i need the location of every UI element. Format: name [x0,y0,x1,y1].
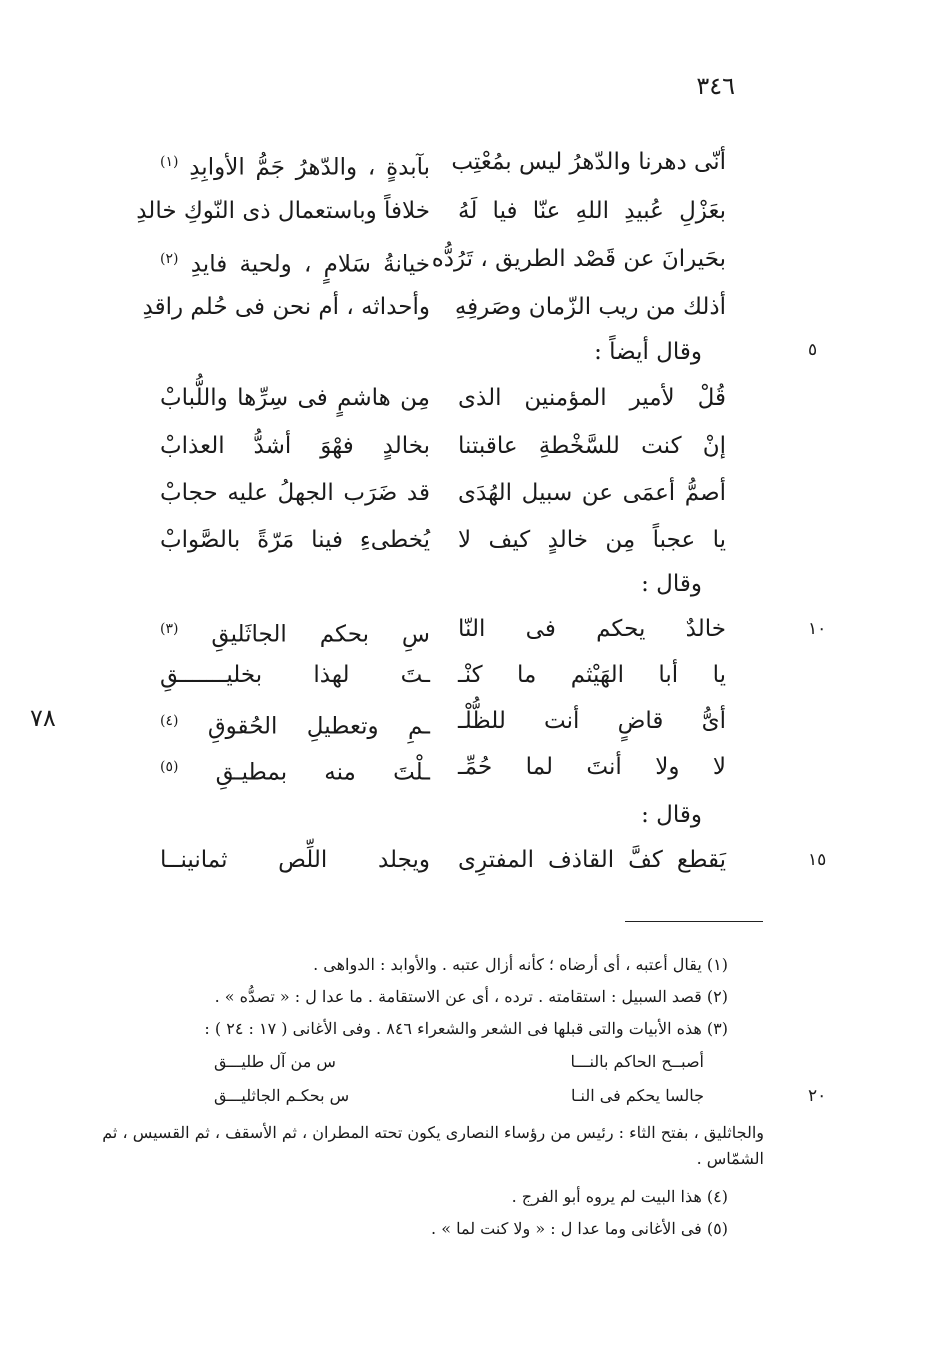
footnote-verse-second: س من آل طليـــق [214,1052,336,1071]
verse-text: سِ بحكم الجاثَليقِ [211,621,430,648]
verse-text: ـمِ وتعطيلِ الحُقوقِ [207,713,431,740]
footnote-marker: (٤) [160,713,179,729]
verse-first-hemistich: أذلك من ريب الزّمان وصَرفِهِ [454,294,726,320]
verse-line [160,699,726,749]
line-number: ٢٠ [808,1086,827,1105]
verse-text: بآبدةٍ ، والدّهرُ جَمُّ الأوابِدِ [189,154,430,181]
verse-first-hemistich: بحَيرانَ عن قَصْد الطريق ، تَرُدُّه [431,246,726,272]
footnote-separator [625,921,763,922]
footnote-3-continuation: والجاثليق ، بفتح الثاء : رئيس من رؤساء النصارى يكون تحته المطران ، ثم الأسقف ، ثم القسيس ، ثم الشمّاس . [102,1123,764,1168]
verse-second-hemistich [160,699,430,749]
verse-first-hemistich: أصمُّ أعمَى عن سبيل الهُدَى [458,480,726,506]
verse-intro: وقال : [641,802,702,828]
footnote-verse [214,1086,704,1110]
verse-line [160,838,726,888]
verse-first-hemistich: لا ولا أنتَ لما حُمِّـ [458,754,726,780]
verse-second-hemistich: ويجلد اللِّص ثمانينــا [160,847,430,873]
verse-line [160,376,726,426]
verse-line [160,471,726,521]
footnote-verse-second: س بحكـم الجاثليـــق [214,1086,350,1105]
verse-second-hemistich: خلافاً وباستعمال ذى النّوكِ خالدِ [136,198,430,224]
verse-line [160,140,726,190]
verse-second-hemistich: وأحداثه ، أم نحن فى حُلم راقدِ [142,294,430,320]
verse-second-hemistich [160,140,430,190]
verse-second-hemistich: بخالدٍ فهْوَ أشدُّ العذابْ [160,433,430,459]
verse-text: خيانةُ سَلامٍ ، ولحية فايدِ [190,251,431,278]
verse-first-hemistich: بعَزْلِ عُبيدِ اللهِ عنّا فيا لَهُ [458,198,726,224]
verse-intro: وقال : [641,571,702,597]
verse-second-hemistich: مِن هاشمٍ فى سِرِّها واللُّبابْ [160,385,430,411]
verse-first-hemistich: يا عجباً مِن خالدٍ كيف لا [458,527,726,553]
verse-second-hemistich [160,745,430,795]
verse-text: ـلْتَ منه بمطيـقِ [215,759,431,786]
footnote-5: (٥) فى الأغانى وما عدا ل : « ولا كنت لما » . [431,1219,728,1238]
page-number: ٣٤٦ [696,72,735,100]
line-number: ٥ [808,340,818,359]
verse-first-hemistich: قُلْ لأمير المؤمنين الذى [458,385,726,411]
verse-first-hemistich: إنْ كنت للسَّخْطةِ عاقبتنا [458,433,726,459]
line-number: ١٠ [808,619,827,638]
footnote-verse-first: جالسا يحكم فى النـا [570,1086,704,1105]
footnote-marker: (٣) [160,621,179,637]
verse-line [160,424,726,474]
footnote-verse-first: أصبــح الحاكم بالنـــا [570,1052,704,1071]
verse-line [160,607,726,657]
verse-line [160,745,726,795]
verse-second-hemistich: يُخطىءِ فينا مَرّةً بالصَّوابْ [160,527,430,553]
verse-first-hemistich: يَقطع كفَّ القاذف المفترِى [458,847,726,873]
verse-second-hemistich: ـتَ لهذا بخليـــــــقِ [160,662,430,688]
verse-line [142,285,726,335]
footnote-marker: (٢) [160,251,179,267]
verse-second-hemistich [160,237,430,287]
verse-line [136,189,726,239]
verse-second-hemistich: قد ضَرَب الجهلُ عليه حجابْ [160,480,430,506]
footnote-3: (٣) هذه الأبيات والتى قبلها فى الشعر والشعراء ٨٤٦ . وفى الأغانى ( ١٧ : ٢٤ ) : [204,1019,728,1038]
verse-line [160,518,726,568]
line-number: ١٥ [808,850,827,869]
verse-intro: وقال أيضاً : [594,339,702,365]
verse-first-hemistich: يا أبا الهَيْثم ما كنْـ [458,662,726,688]
footnote-4: (٤) هذا البيت لم يروه أبو الفرج . [511,1187,728,1206]
verse-line [160,237,726,287]
footnote-marker: (٥) [160,759,179,775]
footnote-2: (٢) قصد السبيل : استقامته . ترده ، أى عن الاستقامة . ما عدا ل : « تصدُّه » . [214,987,728,1006]
footnote-verse [214,1052,704,1076]
verse-first-hemistich: خالدٌ يحكم فى النّا [458,616,726,642]
verse-first-hemistich: أنّى دهرنا والدّهرُ ليس بمُعْتِب [451,149,726,175]
footnote-1: (١) يقال أعتبه ، أى أرضاه ؛ كأنه أزال عتبه . والأوابد : الدواهى . [313,955,728,974]
footnote-marker: (١) [160,154,179,170]
verse-line [160,653,726,703]
margin-page-number: ٧٨ [30,706,56,732]
verse-first-hemistich: أىُّ قاضٍ أنت للظُّلْـ [458,708,726,734]
verse-second-hemistich [160,607,430,657]
